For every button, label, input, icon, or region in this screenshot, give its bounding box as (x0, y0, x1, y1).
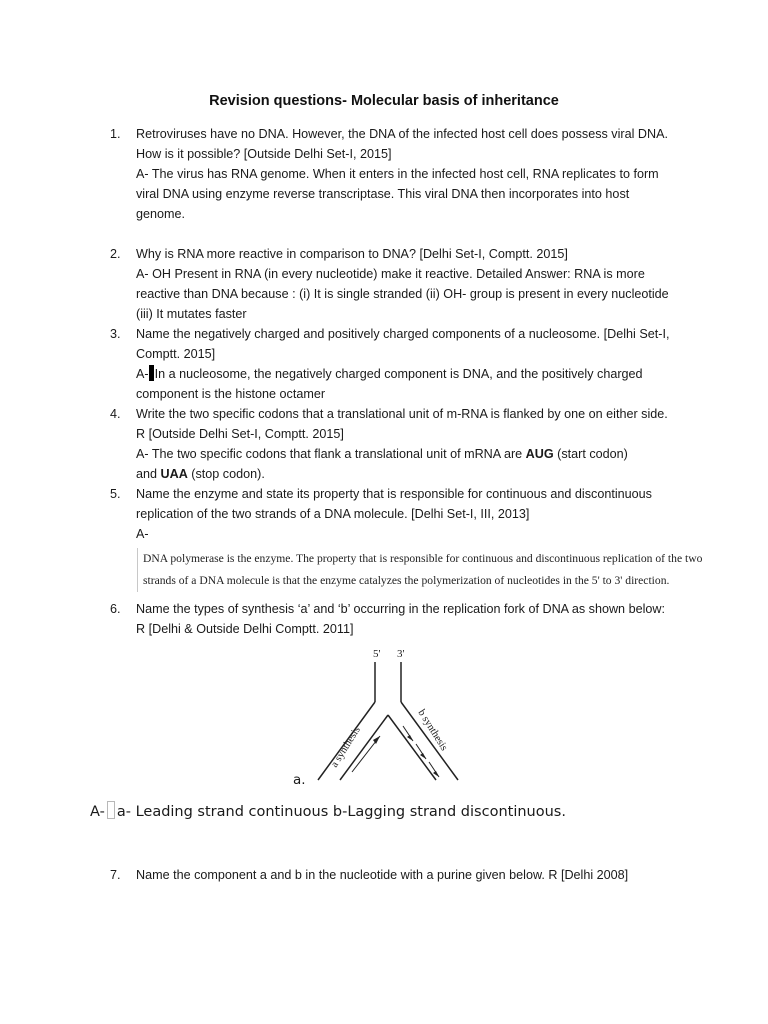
answer-line: viral DNA using enzyme reverse transcriptase. This viral DNA then incorporates into host (136, 187, 630, 201)
question-2 (112, 244, 682, 324)
question-line: Write the two specific codons that a translational unit of m-RNA is flanked by one on either side. (136, 407, 668, 421)
question-1 (112, 124, 682, 224)
quote-line: DNA polymerase is the enzyme. The property that is responsible for continuous and discontinuous replication of the two (143, 552, 703, 565)
question-line: Name the enzyme and state its property that is responsible for continuous and discontinuous (136, 487, 652, 501)
question-line: R [Outside Delhi Set-I, Comptt. 2015] (136, 427, 344, 441)
start-codon: AUG (525, 447, 554, 461)
list-marker: a. (293, 772, 306, 788)
page-title: Revision questions- Molecular basis of inheritance (209, 93, 559, 109)
answer-prefix: A- (90, 804, 105, 820)
question-6 (112, 599, 682, 639)
stop-codon: UAA (160, 467, 188, 481)
question-line: Retroviruses have no DNA. However, the DNA of the infected host cell does possess viral DNA. (136, 127, 668, 141)
question-line: Name the component a and b in the nucleotide with a purine given below. R [Delhi 2008] (136, 868, 629, 882)
question-number: 3. (110, 327, 121, 341)
arrowhead-b-icon (420, 753, 426, 759)
answer-line: reactive than DNA because : (i) It is single stranded (ii) OH- group is present in every nucleotide (136, 287, 669, 301)
question-line: Name the negatively charged and positively charged components of a nucleosome. [Delhi Set-I, (136, 327, 670, 341)
answer-line-6 (90, 801, 566, 820)
question-line: Name the types of synthesis ‘a’ and ‘b’ occurring in the replication fork of DNA as shown below: (136, 602, 665, 616)
answer-line: genome. (136, 207, 186, 221)
a-synthesis-label: a synthesis (329, 724, 363, 770)
question-number: 4. (110, 407, 121, 421)
question-number: 2. (110, 247, 121, 261)
answer-prefix: A- (136, 527, 149, 541)
question-line: How is it possible? [Outside Delhi Set-I, 2015] (136, 147, 392, 161)
question-line: R [Delhi & Outside Delhi Comptt. 2011] (136, 622, 354, 636)
arrowhead-a-icon (373, 736, 380, 744)
answer-text: (start codon) (553, 447, 628, 461)
question-7 (112, 865, 682, 885)
answer-line: A- The virus has RNA genome. When it enters in the infected host cell, RNA replicates to form (136, 167, 659, 181)
replication-fork-diagram (300, 640, 470, 790)
question-number: 5. (110, 487, 121, 501)
question-4 (112, 404, 682, 484)
answer-text: and (136, 467, 161, 481)
question-number: 6. (110, 602, 121, 616)
quote-line: strands of a DNA molecule is that the enzyme catalyzes the polymerization of nucleotides in the 5' to 3' direction. (143, 574, 670, 587)
three-prime-label: 3' (397, 648, 405, 660)
answer-text: a- Leading strand continuous b-Lagging strand discontinuous. (116, 804, 566, 820)
answer-line: component is the histone octamer (136, 387, 326, 401)
answer-prefix: A- (136, 367, 149, 381)
question-line: replication of the two strands of a DNA molecule. [Delhi Set-I, III, 2013] (136, 507, 530, 521)
question-line: Comptt. 2015] (136, 347, 216, 361)
question-5 (112, 484, 682, 544)
question-number: 7. (110, 868, 121, 882)
five-prime-label: 5' (373, 648, 381, 660)
quoted-answer (137, 548, 743, 592)
answer-line (136, 464, 682, 484)
question-number: 1. (110, 127, 121, 141)
arrowhead-b-icon (407, 735, 413, 741)
b-synthesis-label: b synthesis (415, 707, 450, 753)
question-line: Why is RNA more reactive in comparison to DNA? [Delhi Set-I, Comptt. 2015] (136, 247, 568, 261)
answer-text: In a nucleosome, the negatively charged component is DNA, and the positively charged (154, 367, 643, 381)
answer-text: A- The two specific codons that flank a translational unit of mRNA are (136, 447, 526, 461)
answer-line (136, 364, 682, 384)
question-3 (112, 324, 682, 404)
answer-text: (stop codon). (187, 467, 265, 481)
answer-line: (iii) It mutates faster (136, 307, 247, 321)
answer-line (136, 444, 682, 464)
placeholder-box-icon (107, 801, 115, 819)
text-cursor-icon (149, 365, 154, 381)
answer-line: A- OH Present in RNA (in every nucleotide) make it reactive. Detailed Answer: RNA is more (136, 267, 645, 281)
